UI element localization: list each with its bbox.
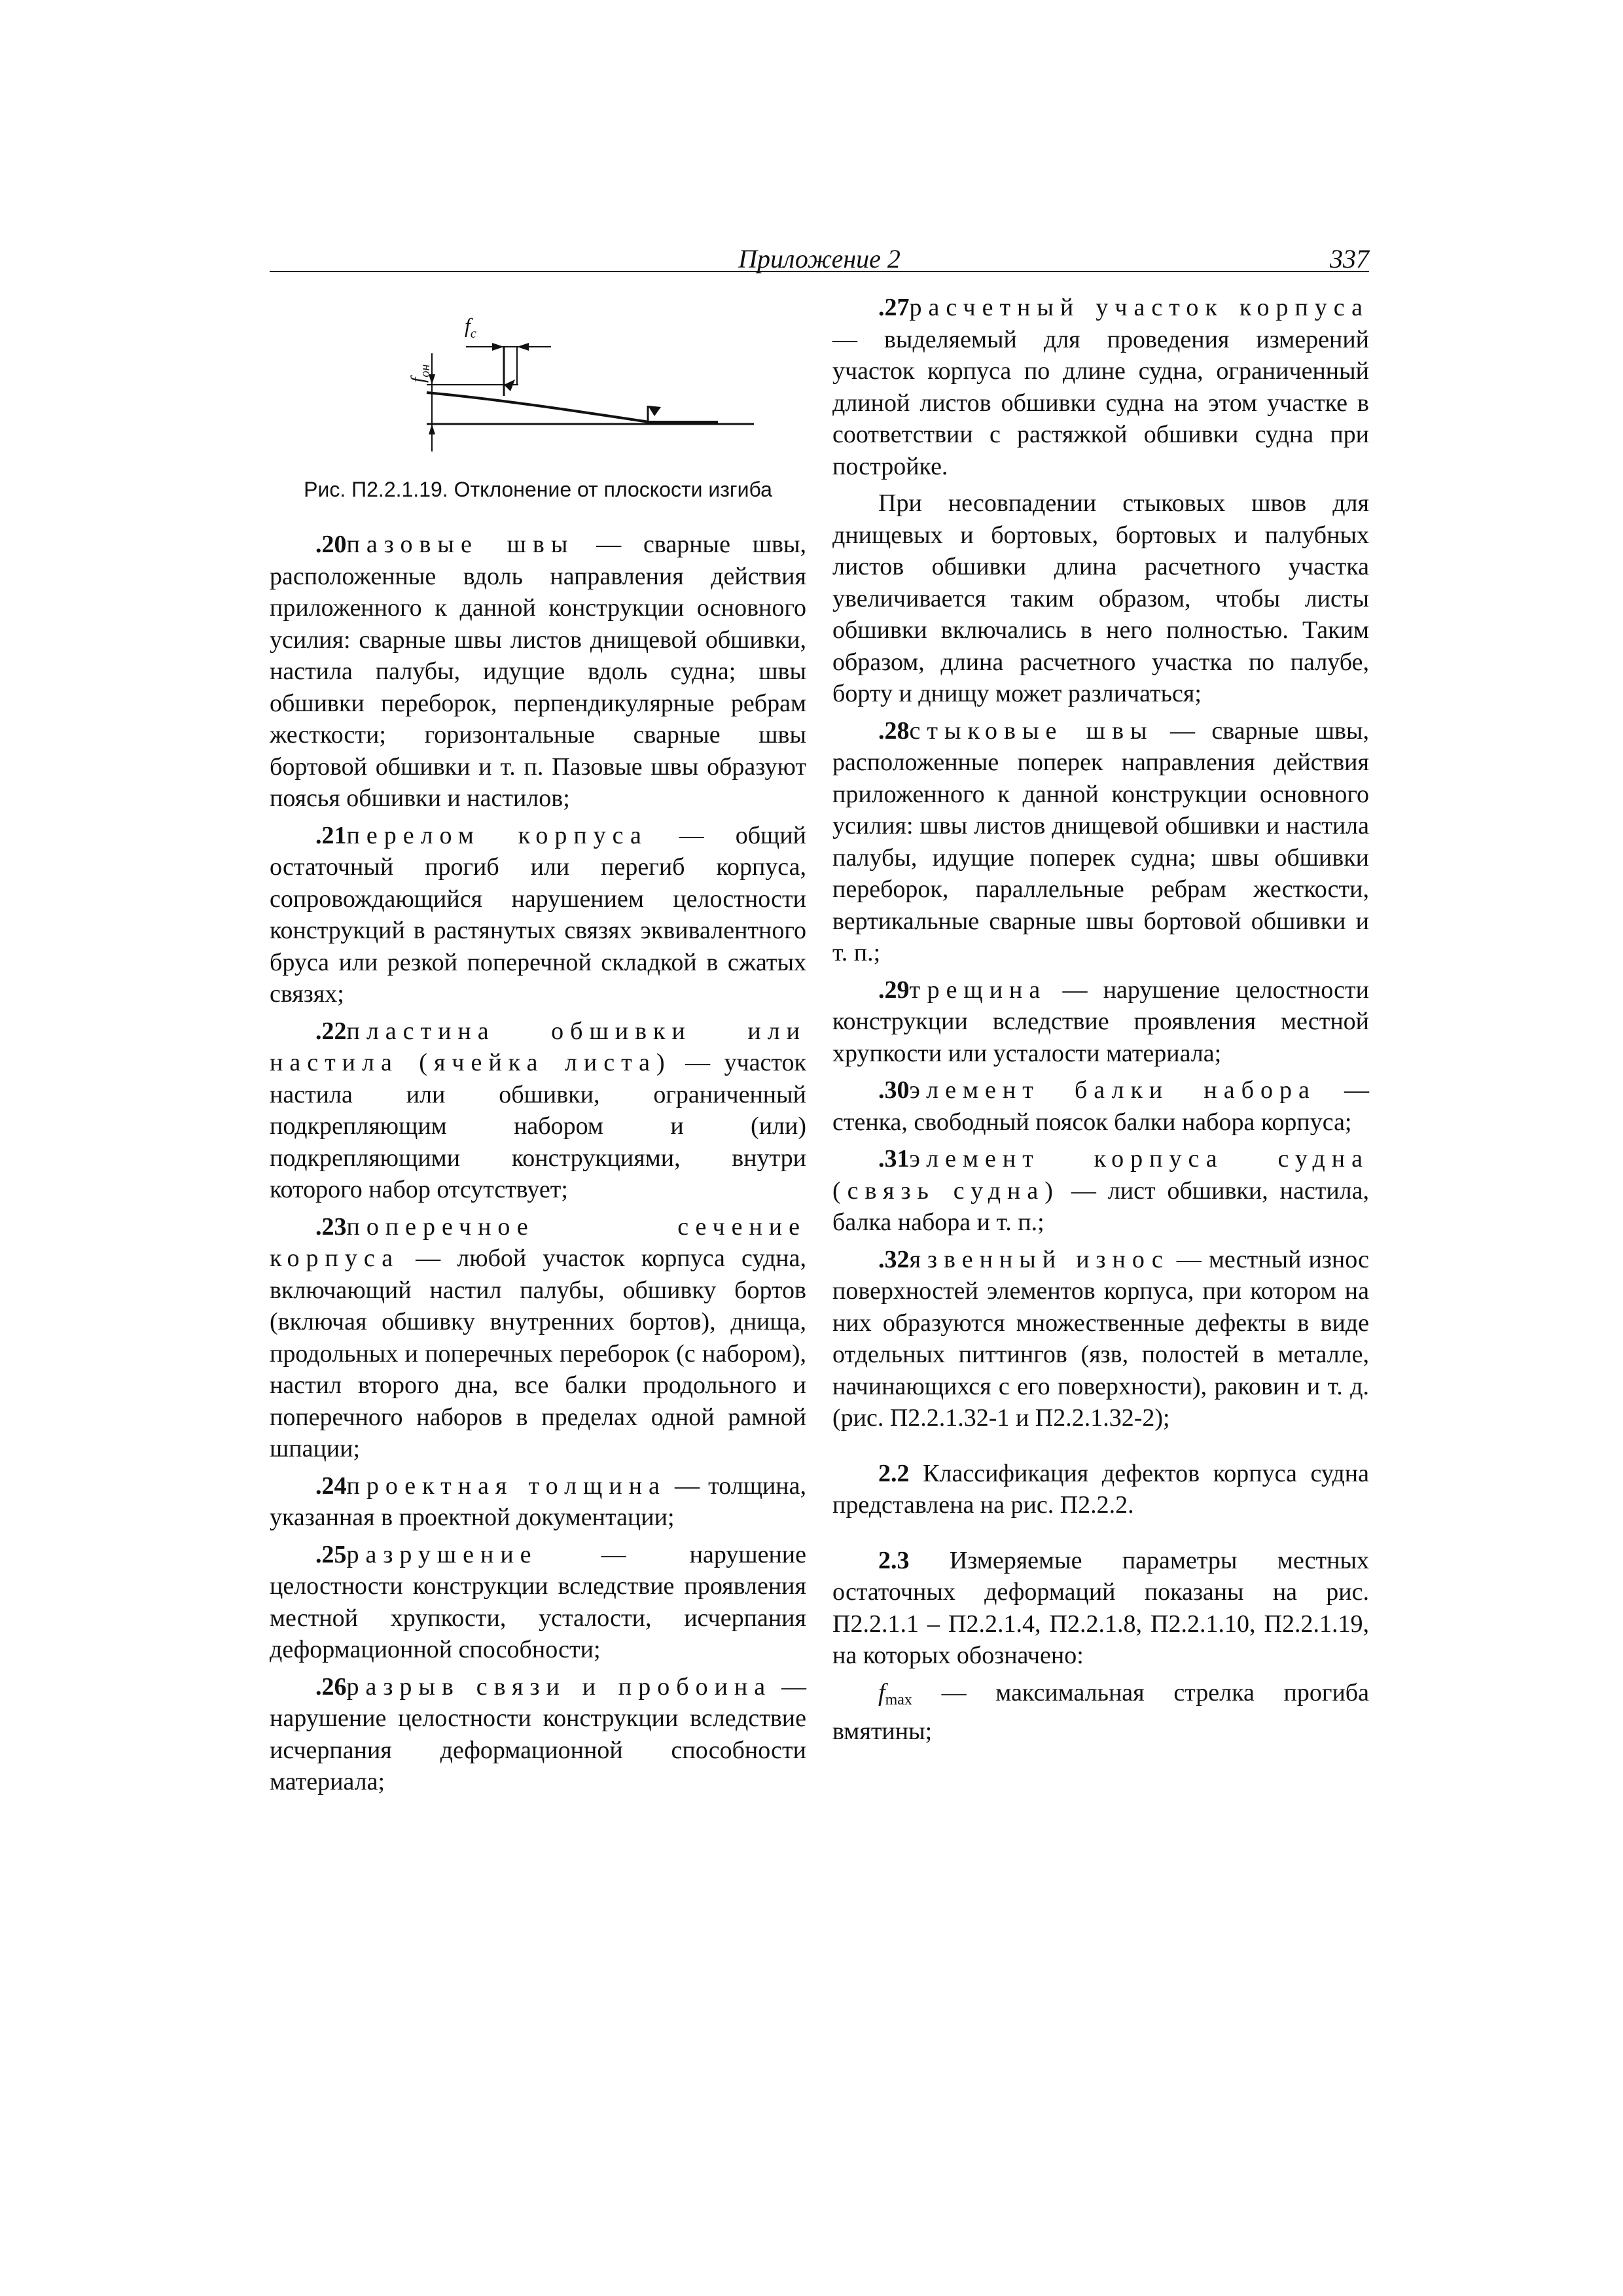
item-number: .25 <box>315 1540 347 1568</box>
item-number: .23 <box>315 1212 347 1241</box>
definition-paragraph <box>832 974 1369 1070</box>
definition-text: — толщина, указанная в проектной документации; <box>270 1472 807 1531</box>
term: пазовые швы <box>346 531 575 558</box>
stiffener-flag-icon <box>648 406 661 416</box>
term: стыковые швы <box>909 716 1154 745</box>
section-paragraph <box>832 1458 1369 1521</box>
section-number: 2.3 <box>878 1546 910 1574</box>
term: пластина обшивки или настила (ячейка листа) <box>270 1017 806 1076</box>
label-fon: $f_{он}$ <box>407 364 433 383</box>
definition-paragraph <box>270 1671 806 1798</box>
term: поперечное сечение корпуса <box>270 1212 806 1272</box>
item-number: .29 <box>878 976 910 1004</box>
definition-paragraph <box>832 715 1369 969</box>
symbol-subscript: max <box>885 1691 912 1708</box>
item-number: .22 <box>315 1017 347 1045</box>
term: элемент корпуса судна (связь судна) <box>832 1145 1369 1205</box>
definition-text: — сварные швы, расположенные вдоль направления действия приложенного к данной конструкции основного усилия: сварные швы листов днищевой обшивки, настила палубы, идущие вдоль судна; швы обшивки переборок, перпендикулярные ребрам жесткости; горизонтальные сварные швы бортовой обшивки и т. п. Пазовые швы образуют поясья обшивки и настилов; <box>270 531 806 812</box>
item-number: .32 <box>878 1245 910 1273</box>
definition-paragraph <box>832 1074 1369 1138</box>
deviation-diagram <box>335 301 806 458</box>
label-fc: $f_c$ <box>465 313 476 341</box>
definition-text: — нарушение целостности конструкции вследствие исчерпания деформационной способности материала; <box>270 1672 807 1795</box>
definition-text: — участок настила или обшивки, ограниченный подкрепляющим набором и (или) подкрепляющими конструкциями, внутри которого набор отсутствует; <box>270 1049 806 1203</box>
section-paragraph <box>832 1545 1369 1672</box>
page-number: 337 <box>1330 244 1369 274</box>
item-number: .30 <box>878 1076 910 1104</box>
section-text: Классификация дефектов корпуса судна представлена на рис. П2.2.2. <box>832 1459 1369 1519</box>
definition-paragraph <box>832 1244 1369 1434</box>
section-number: 2.2 <box>878 1459 910 1487</box>
term: язвенный износ <box>909 1245 1169 1273</box>
definition-paragraph <box>832 292 1369 482</box>
item-number: .26 <box>315 1672 347 1701</box>
definition-paragraph <box>270 1016 806 1206</box>
definition-paragraph <box>270 820 806 1010</box>
header-title: Приложение 2 <box>738 244 901 274</box>
symbol-definition <box>832 1677 1369 1748</box>
definition-text: — сварные швы, расположенные поперек направления действия приложенного к данной конструкции основного усилия: швы листов днищевой обшивки и настила палубы, идущие поперек судна; швы обшивки переборок, параллельные ребрам жесткости, вертикальные сварные швы бортовой обшивки и т. п.; <box>832 716 1369 966</box>
section-text: Измеряемые параметры местных остаточных деформаций показаны на рис. П2.2.1.1 – П2.2.1.4, П2.2.1.8, П2.2.1.10, П2.2.1.19, на которых обозначено: <box>832 1546 1369 1669</box>
term: трещина <box>909 976 1047 1004</box>
right-column <box>832 292 1369 1753</box>
definition-paragraph <box>270 1211 806 1465</box>
definition-paragraph <box>832 1143 1369 1239</box>
symbol: f <box>878 1678 885 1706</box>
item-number: .21 <box>315 821 347 849</box>
term: элемент балки набора <box>909 1076 1316 1104</box>
definition-text: — общий остаточный прогиб или перегиб корпуса, сопровождающийся нарушением целостности конструкций в растянутых связях эквивалентного бруса или резкой поперечной складкой в сжатых связях; <box>270 821 806 1008</box>
definition-text: — любой участок корпуса судна, включающий настил палубы, обшивку бортов (включая обшивку внутренних бортов), днища, продольных и поперечных переборок (с набором), настил второго дна, все балки продольного и поперечного наборов в пределах одной рамной шпации; <box>270 1245 806 1462</box>
term: разрушение <box>346 1540 538 1568</box>
term: проектная толщина <box>346 1472 666 1500</box>
item-number: .20 <box>315 531 347 558</box>
definition-text: — нарушение целостности конструкции вследствие проявления местной хрупкости, усталости, исчерпания деформационной способности; <box>270 1540 806 1663</box>
figure-caption: Рис. П2.2.1.19. Отклонение от плоскости изгиба <box>304 478 772 501</box>
symbol-text: — максимальная стрелка прогиба вмятины; <box>832 1678 1369 1745</box>
definition-paragraph <box>270 1539 806 1666</box>
item-number: .27 <box>878 294 910 321</box>
item-number: .24 <box>315 1472 347 1500</box>
term: разрыв связи и пробоина <box>346 1672 772 1701</box>
item-number: .31 <box>878 1145 910 1173</box>
definition-text: — нарушение целостности конструкции вследствие проявления местной хрупкости или усталости материала; <box>832 976 1369 1067</box>
plate-profile-line <box>427 393 718 422</box>
body-paragraph: При несовпадении стыковых швов для днищевых и бортовых, бортовых и палубных листов обшивки длина расчетного участка увеличивается таким образом, чтобы листы обшивки включались в него полностью. Таким образом, длина расчетного участка по палубе, борту и днищу может различаться; <box>832 489 1369 707</box>
term: перелом корпуса <box>346 821 648 849</box>
left-column <box>270 529 806 1803</box>
definition-text: — местный износ поверхностей элементов корпуса, при котором на них образуются множественные дефекты в виде отдельных питтингов (язв, полостей в металле, начинающихся с его поверхности), раковин и т. д. (рис. П2.2.1.32-1 и П2.2.1.32-2); <box>832 1245 1370 1432</box>
item-number: .28 <box>878 716 910 745</box>
figure-deviation <box>270 301 806 517</box>
definition-paragraph <box>270 529 806 815</box>
arrow-icon <box>429 424 435 434</box>
page-header <box>270 243 1369 272</box>
definition-text: — лист обшивки, настила, балка набора и т. п.; <box>832 1176 1369 1236</box>
definition-text: — стенка, свободный поясок балки набора корпуса; <box>832 1076 1369 1136</box>
definition-text: — выделяемый для проведения измерений участок корпуса по длине судна, ограниченный длиной листов обшивки судна на этом участке в соответствии с растяжкой обшивки судна при постройке. <box>832 325 1369 480</box>
term: расчетный участок корпуса <box>909 294 1369 321</box>
definition-paragraph <box>270 1470 806 1534</box>
